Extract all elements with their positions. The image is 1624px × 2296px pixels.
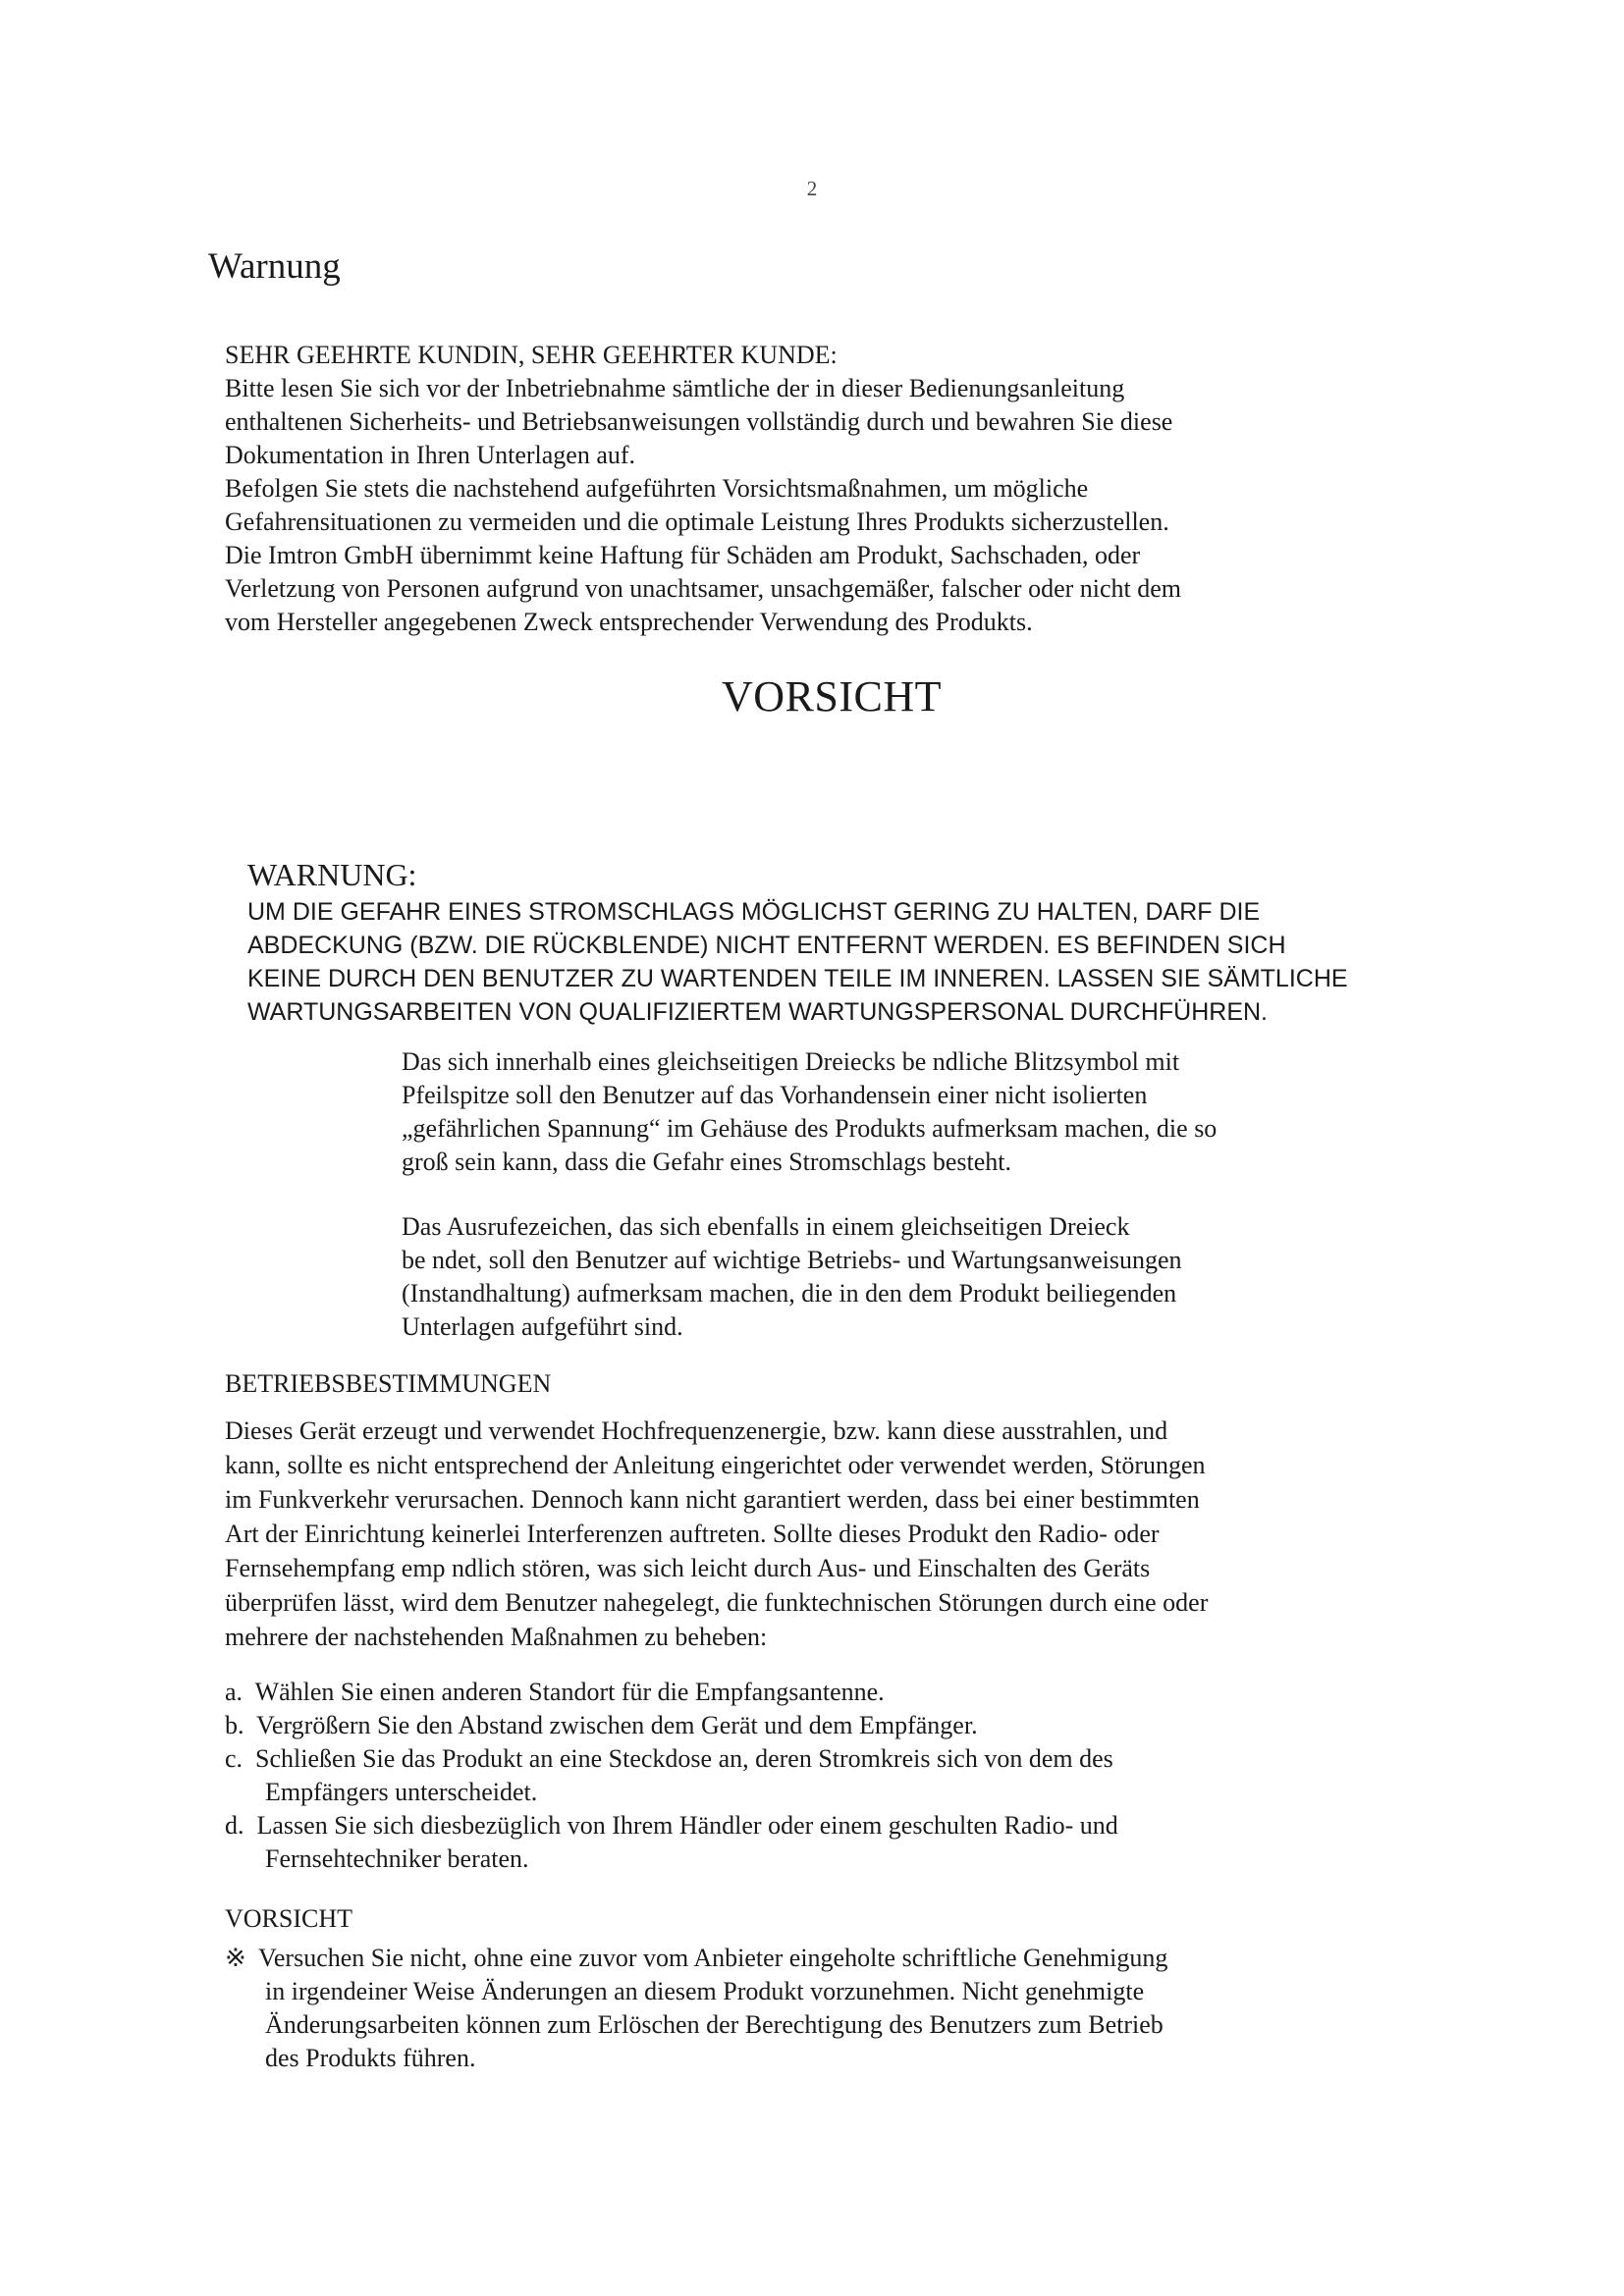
intro-line: Bitte lesen Sie sich vor der Inbetriebnahme sämtliche der in dieser Bedienungsanleitung xyxy=(225,374,1125,402)
caution-paragraph xyxy=(225,1942,1167,2075)
betrieb-line: im Funkverkehr verursachen. Dennoch kann nicht garantiert werden, dass bei einer bestimmten xyxy=(225,1485,1200,1514)
betrieb-paragraph xyxy=(225,1414,1208,1654)
warning-line: UM DIE GEFAHR EINES STROMSCHLAGS MÖGLICHST GERING ZU HALTEN, DARF DIE xyxy=(247,898,1261,926)
list-item-continuation: Fernsehtechniker beraten. xyxy=(265,1844,529,1873)
warning-line: WARTUNGSARBEITEN VON QUALIFIZIERTEM WARTUNGSPERSONAL DURCHFÜHREN. xyxy=(247,998,1268,1026)
list-item-text: Lassen Sie sich diesbezüglich von Ihrem Händler oder einem geschulten Radio- und xyxy=(256,1811,1118,1840)
warning-line: ABDECKUNG (BZW. DIE RÜCKBLENDE) NICHT ENTFERNT WERDEN. ES BEFINDEN SICH xyxy=(247,932,1286,959)
page-heading: Warnung xyxy=(208,246,341,287)
symbol-note-line: „gefährlichen Spannung“ im Gehäuse des Produkts aufmerksam machen, die so xyxy=(402,1114,1218,1143)
list-marker: a. xyxy=(225,1678,244,1706)
vorsicht-title: VORSICHT xyxy=(721,672,943,721)
list-item-text: Schließen Sie das Produkt an eine Steckdose an, deren Stromkreis sich von dem des xyxy=(255,1744,1113,1773)
intro-line: vom Hersteller angegebenen Zweck entsprechender Verwendung des Produkts. xyxy=(225,608,1033,636)
intro-line: Dokumentation in Ihren Unterlagen auf. xyxy=(225,441,636,469)
intro-line: enthaltenen Sicherheits- und Betriebsanweisungen vollständig durch und bewahren Sie diese xyxy=(225,407,1173,436)
intro-line: SEHR GEEHRTE KUNDIN, SEHR GEEHRTER KUNDE: xyxy=(225,341,838,369)
symbol-note-line: Pfeilspitze soll den Benutzer auf das Vorhandensein einer nicht isolierten xyxy=(402,1081,1148,1109)
betrieb-line: kann, sollte es nicht entsprechend der Anleitung eingerichtet oder verwendet werden, Störungen xyxy=(225,1451,1206,1479)
list-item xyxy=(225,1709,1118,1742)
symbol-note-line: Das sich innerhalb eines gleichseitigen Dreiecks be ndliche Blitzsymbol mit xyxy=(402,1047,1180,1076)
betrieb-line: Dieses Gerät erzeugt und verwendet Hochfrequenzenergie, bzw. kann diese ausstrahlen, und xyxy=(225,1416,1168,1445)
lightning-symbol-note xyxy=(402,1045,1217,1179)
symbol-note-line: groß sein kann, dass die Gefahr eines Stromschlags besteht. xyxy=(402,1148,1011,1176)
warning-heading: WARNUNG: xyxy=(247,857,417,892)
symbol-note-line: be ndet, soll den Benutzer auf wichtige Betriebs- und Wartungsanweisungen xyxy=(402,1246,1182,1274)
intro-line: Die Imtron GmbH übernimmt keine Haftung für Schäden am Produkt, Sachschaden, oder xyxy=(225,541,1141,569)
list-item-text: Vergrößern Sie den Abstand zwischen dem Gerät und dem Empfänger. xyxy=(256,1711,978,1739)
betrieb-line: Art der Einrichtung keinerlei Interferenzen auftreten. Sollte dieses Produkt den Radio- oder xyxy=(225,1520,1160,1548)
caution-line: Änderungsarbeiten können zum Erlöschen der Berechtigung des Benutzers zum Betrieb xyxy=(265,2010,1164,2039)
list-item xyxy=(225,1809,1118,1842)
betrieb-line: Fernsehempfang emp ndlich stören, was sich leicht durch Aus- und Einschalten des Geräts xyxy=(225,1554,1151,1582)
list-item xyxy=(225,1676,1118,1709)
list-item-text: Wählen Sie einen anderen Standort für die Empfangsantenne. xyxy=(254,1678,885,1706)
measures-list xyxy=(225,1676,1118,1876)
betrieb-heading: BETRIEBSBESTIMMUNGEN xyxy=(225,1369,552,1398)
warning-paragraph xyxy=(247,895,1348,1029)
page-number: 2 xyxy=(806,177,818,200)
list-marker: d. xyxy=(225,1811,244,1840)
reference-mark-icon: ※ xyxy=(225,1944,246,1972)
list-marker: b. xyxy=(225,1711,244,1739)
intro-line: Verletzung von Personen aufgrund von unachtsamer, unsachgemäßer, falscher oder nicht dem xyxy=(225,574,1182,603)
caution-heading: VORSICHT xyxy=(225,1904,353,1933)
list-marker: c. xyxy=(225,1744,244,1773)
exclamation-symbol-note xyxy=(402,1210,1182,1344)
symbol-note-line: Das Ausrufezeichen, das sich ebenfalls in einem gleichseitigen Dreieck xyxy=(402,1212,1130,1241)
warning-line: KEINE DURCH DEN BENUTZER ZU WARTENDEN TEILE IM INNEREN. LASSEN SIE SÄMTLICHE xyxy=(247,965,1348,992)
betrieb-line: überprüfen lässt, wird dem Benutzer nahegelegt, die funktechnischen Störungen durch eine oder xyxy=(225,1588,1209,1617)
intro-paragraph xyxy=(225,339,1181,639)
list-item-continuation: Empfängers unterscheidet. xyxy=(265,1778,538,1806)
caution-line xyxy=(225,1942,1167,1975)
intro-line: Gefahrensituationen zu vermeiden und die optimale Leistung Ihres Produkts sicherzustellen. xyxy=(225,507,1169,536)
intro-line: Befolgen Sie stets die nachstehend aufgeführten Vorsichtsmaßnahmen, um mögliche xyxy=(225,474,1089,503)
symbol-note-line: (Instandhaltung) aufmerksam machen, die in den dem Produkt beiliegenden xyxy=(402,1279,1177,1308)
betrieb-line: mehrere der nachstehenden Maßnahmen zu beheben: xyxy=(225,1623,768,1651)
caution-line: in irgendeiner Weise Änderungen an diesem Produkt vorzunehmen. Nicht genehmigte xyxy=(265,1977,1145,2005)
symbol-note-line: Unterlagen aufgeführt sind. xyxy=(402,1312,683,1341)
caution-text: Versuchen Sie nicht, ohne eine zuvor vom Anbieter eingeholte schriftliche Genehmigung xyxy=(258,1944,1168,1972)
caution-line: des Produkts führen. xyxy=(265,2044,476,2072)
list-item xyxy=(225,1742,1118,1776)
